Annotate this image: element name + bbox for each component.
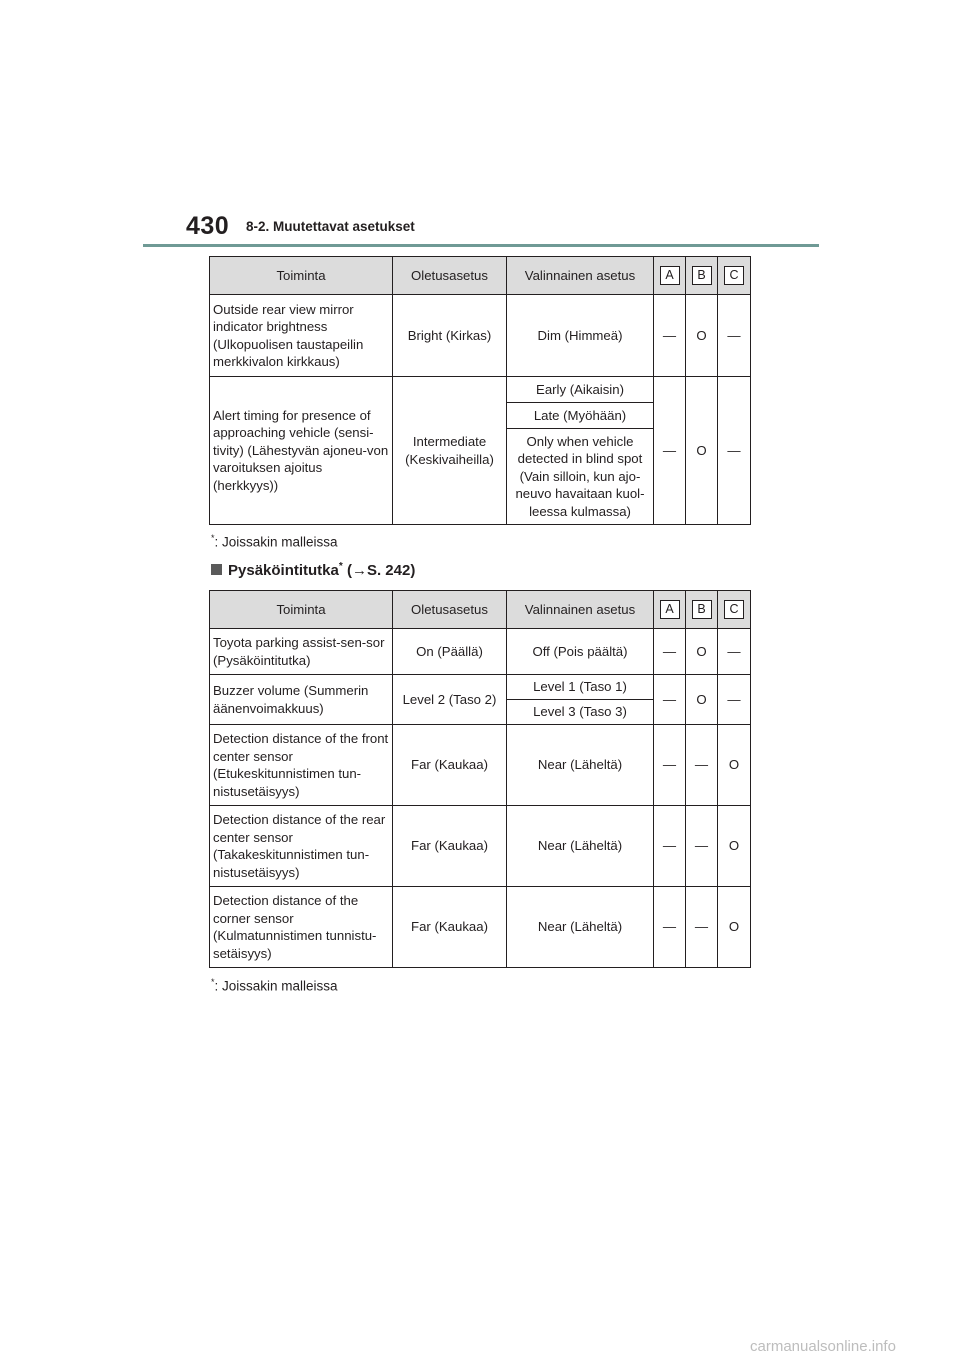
- header-optional: Valinnainen asetus: [507, 257, 654, 295]
- cell-function: Detection distance of the front center sensor (Etukeskitunnistimen tun-nistusetäisyys): [210, 725, 393, 806]
- square-bullet-icon: [211, 564, 222, 575]
- cell-optional: Dim (Himmeä): [507, 295, 654, 377]
- table-header-row: [210, 257, 751, 295]
- subheading-parking-sensor: [211, 561, 415, 579]
- cell-a: —: [654, 887, 686, 968]
- cell-c: —: [718, 629, 751, 675]
- cell-a: —: [654, 675, 686, 725]
- cell-optional: Off (Pois päältä): [507, 629, 654, 675]
- cell-b: —: [686, 887, 718, 968]
- header-default: Oletusasetus: [393, 257, 507, 295]
- header-default: Oletusasetus: [393, 591, 507, 629]
- header-col-b: [686, 257, 718, 295]
- subheading-mark: *: [338, 561, 343, 572]
- badge-b: B: [692, 266, 712, 285]
- section-title: 8-2. Muutettavat asetukset: [246, 219, 415, 234]
- cell-c: —: [718, 377, 751, 525]
- badge-b: B: [692, 600, 712, 619]
- cell-a: —: [654, 629, 686, 675]
- badge-c: C: [724, 266, 744, 285]
- cell-a: —: [654, 295, 686, 377]
- subheading-title: Pysäköintitutka: [228, 562, 339, 579]
- cell-c: O: [718, 725, 751, 806]
- cell-default: Far (Kaukaa): [393, 887, 507, 968]
- cell-a: —: [654, 725, 686, 806]
- cell-b: O: [686, 377, 718, 525]
- cell-optional: Near (Läheltä): [507, 806, 654, 887]
- cell-default: On (Päällä): [393, 629, 507, 675]
- badge-c: C: [724, 600, 744, 619]
- table-row: [210, 675, 751, 700]
- table-row: [210, 629, 751, 675]
- cell-b: O: [686, 295, 718, 377]
- cell-optional: Level 3 (Taso 3): [507, 700, 654, 725]
- header-function: Toiminta: [210, 257, 393, 295]
- cell-optional: Early (Aikaisin): [507, 377, 654, 403]
- cell-c: —: [718, 675, 751, 725]
- cell-b: O: [686, 629, 718, 675]
- cell-b: O: [686, 675, 718, 725]
- cell-c: O: [718, 806, 751, 887]
- cell-optional: Near (Läheltä): [507, 887, 654, 968]
- header-function: Toiminta: [210, 591, 393, 629]
- cell-default: Intermediate (Keskivaiheilla): [393, 377, 507, 525]
- cell-b: —: [686, 725, 718, 806]
- cell-default: Level 2 (Taso 2): [393, 675, 507, 725]
- settings-table-parking-sensor: [209, 590, 751, 968]
- subheading-ref: S. 242): [366, 562, 416, 579]
- footnote: [211, 977, 338, 994]
- cell-function: Buzzer volume (Summerin äänenvoimakkuus): [210, 675, 393, 725]
- header-optional: Valinnainen asetus: [507, 591, 654, 629]
- cell-function: Alert timing for presence of approaching vehicle (sensi-tivity) (Lähestyvän ajoneu-von varoituksen ajoitus (herkkyys)): [210, 377, 393, 525]
- cell-optional: Only when vehicle detected in blind spot (Vain silloin, kun ajo-neuvo havaitaan kuol-leessa kulmassa): [507, 429, 654, 525]
- table-header-row: [210, 591, 751, 629]
- cell-function: Outside rear view mirror indicator brightness (Ulkopuolisen taustapeilin merkkivalon kirkkaus): [210, 295, 393, 377]
- cell-a: —: [654, 377, 686, 525]
- badge-a: A: [660, 600, 680, 619]
- header-rule: [143, 244, 819, 247]
- badge-a: A: [660, 266, 680, 285]
- footnote-text: : Joissakin malleissa: [214, 978, 338, 994]
- table-row: [210, 806, 751, 887]
- table-row: [210, 377, 751, 403]
- cell-c: O: [718, 887, 751, 968]
- cell-optional: Near (Läheltä): [507, 725, 654, 806]
- watermark: carmanualsonline.info: [750, 1338, 896, 1355]
- cell-function: Toyota parking assist-sen-sor (Pysäköintitutka): [210, 629, 393, 675]
- cell-a: —: [654, 806, 686, 887]
- cell-default: Bright (Kirkas): [393, 295, 507, 377]
- settings-table-mirror-alert: [209, 256, 751, 525]
- arrow-right-icon: →: [351, 562, 367, 579]
- footnote-mark: *: [211, 977, 215, 987]
- footnote-mark: *: [211, 533, 215, 543]
- cell-function: Detection distance of the rear center sensor (Takakeskitunnistimen tun-nistusetäisyys): [210, 806, 393, 887]
- cell-optional: Level 1 (Taso 1): [507, 675, 654, 700]
- footnote: [211, 533, 338, 550]
- cell-function: Detection distance of the corner sensor (Kulmatunnistimen tunnistu-setäisyys): [210, 887, 393, 968]
- cell-default: Far (Kaukaa): [393, 725, 507, 806]
- subheading-ref-open: (: [342, 562, 352, 579]
- cell-c: —: [718, 295, 751, 377]
- header-col-c: [718, 257, 751, 295]
- table-row: [210, 295, 751, 377]
- table-row: [210, 887, 751, 968]
- cell-b: —: [686, 806, 718, 887]
- cell-default: Far (Kaukaa): [393, 806, 507, 887]
- header-col-b: [686, 591, 718, 629]
- header-col-a: [654, 591, 686, 629]
- footnote-text: : Joissakin malleissa: [214, 534, 338, 550]
- header-col-a: [654, 257, 686, 295]
- table-row: [210, 725, 751, 806]
- page-number: 430: [186, 212, 230, 240]
- cell-optional: Late (Myöhään): [507, 403, 654, 429]
- header-col-c: [718, 591, 751, 629]
